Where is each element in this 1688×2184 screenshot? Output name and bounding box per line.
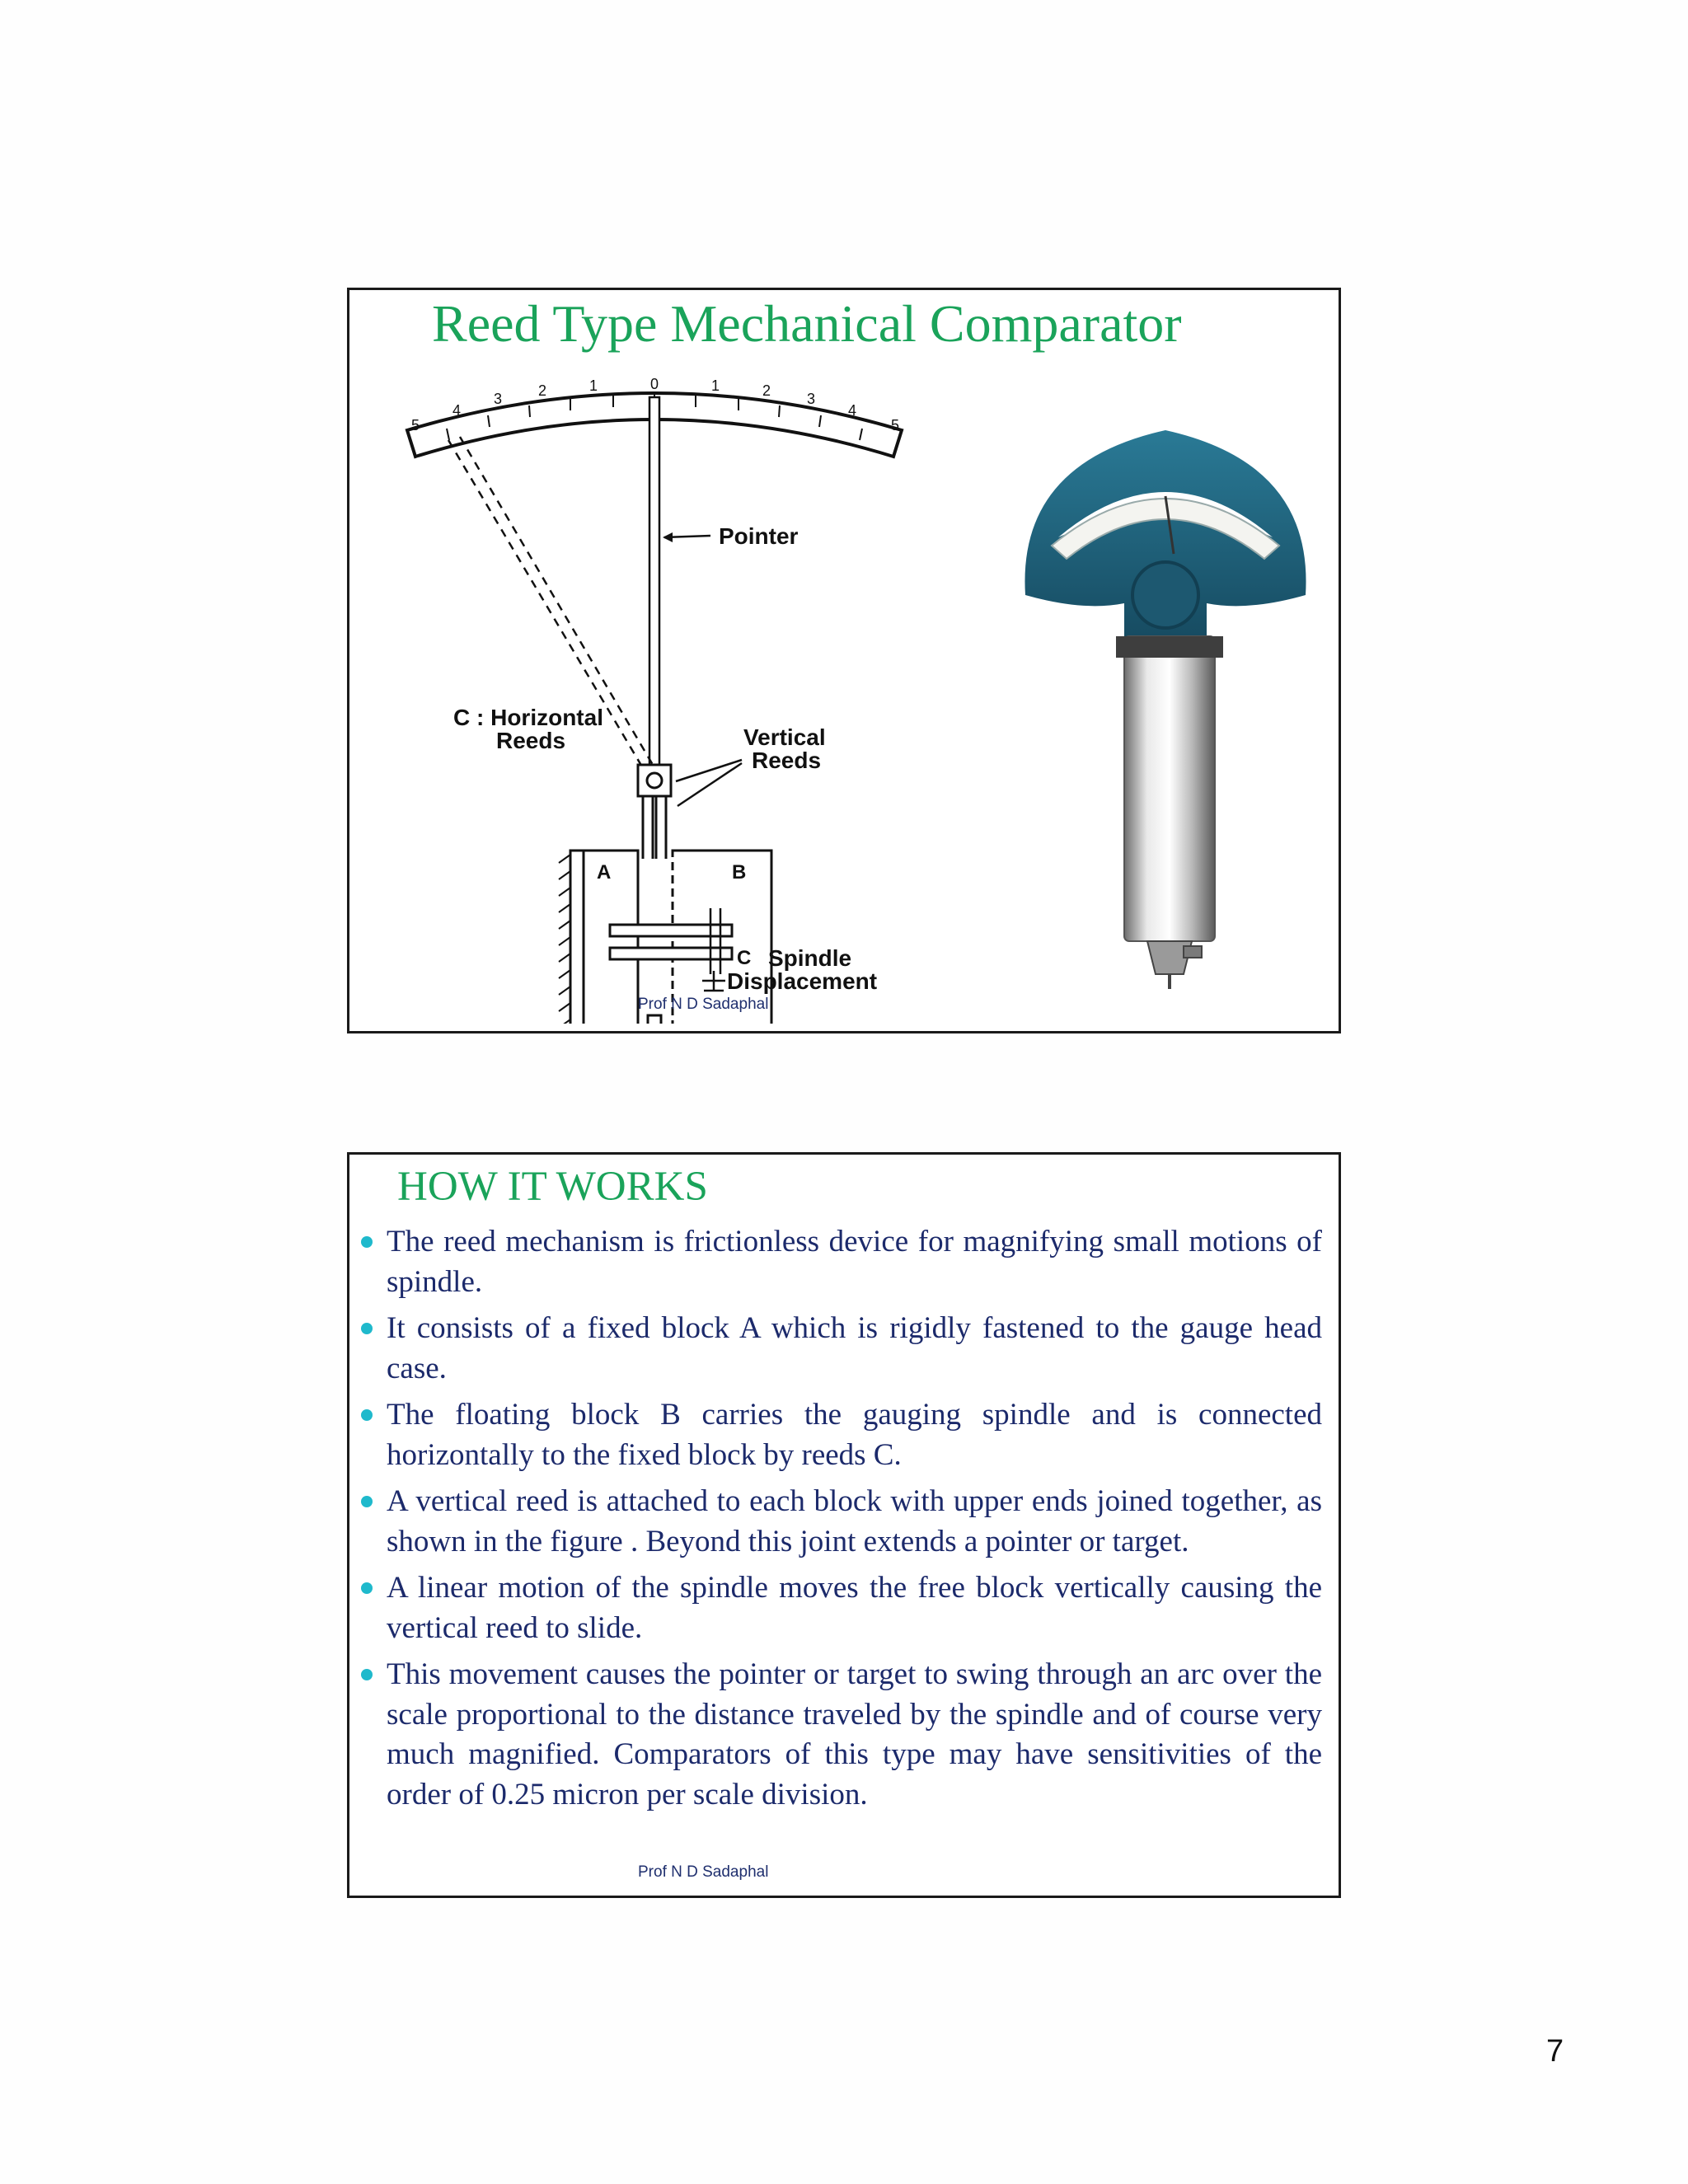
- bullet-icon: [361, 1409, 373, 1421]
- label-displacement: Displacement: [727, 968, 878, 994]
- scale-tick-label: 5: [890, 417, 900, 434]
- label-block-a: A: [597, 861, 612, 883]
- label-block-b: B: [732, 861, 747, 883]
- bullet-icon: [361, 1236, 373, 1248]
- scale-tick-label: 3: [806, 391, 816, 407]
- bullet-icon: [361, 1582, 373, 1594]
- vertical-reeds-leaders: [676, 760, 742, 806]
- bullet-text: A vertical reed is attached to each block with upper ends joined together, as shown in the figure . Beyond this joint extends a pointer or target.: [387, 1484, 1322, 1558]
- slide-footer: Prof N D Sadaphal: [638, 996, 769, 1013]
- slide-title: HOW IT WORKS: [397, 1164, 708, 1210]
- bullet-list: [349, 1222, 1330, 1821]
- scale-tick-label: 1: [588, 377, 598, 394]
- scale-tick-label: 4: [847, 402, 857, 419]
- reed-mechanism-diagram: [397, 364, 991, 1024]
- label-pointer: Pointer: [719, 523, 799, 549]
- label-spindle: Spindle: [768, 945, 852, 971]
- scale-tick-label: 3: [493, 391, 503, 407]
- scale-tick-label: 2: [762, 382, 771, 399]
- pointer-needle: [649, 397, 659, 776]
- bullet-item: [349, 1655, 1330, 1815]
- spindle: [648, 1015, 661, 1024]
- scale-tick-label: 0: [649, 376, 659, 392]
- slide-how-it-works: [347, 1152, 1341, 1898]
- label-horizontal-reeds: C : Horizontal: [453, 705, 603, 730]
- label-vertical-reeds: Vertical: [743, 724, 826, 750]
- bullet-text: The floating block B carries the gauging spindle and is connected horizontally to the fixed block by reeds C.: [387, 1398, 1322, 1472]
- label-horizontal-reeds-2: Reeds: [496, 728, 566, 753]
- bullet-text: This movement causes the pointer or target to swing through an arc over the scale proportional to the distance traveled by the spindle and of course very much magnified. Comparators of this type may have sensitivities of the order of 0.25 micron per scale division.: [387, 1657, 1322, 1811]
- bullet-icon: [361, 1496, 373, 1507]
- label-reed-c: C: [737, 947, 752, 969]
- scale-tick-label: 2: [537, 382, 547, 399]
- bullet-item: [349, 1309, 1330, 1389]
- slide-reed-comparator: [347, 288, 1341, 1033]
- bullet-icon: [361, 1669, 373, 1680]
- scale-tick-label: 1: [710, 377, 720, 394]
- slide-footer: Prof N D Sadaphal: [638, 1863, 769, 1881]
- slide-title: Reed Type Mechanical Comparator: [432, 294, 1182, 353]
- label-vertical-reeds-2: Reeds: [752, 748, 822, 773]
- bullet-icon: [361, 1323, 373, 1334]
- scale-tick-label: 4: [452, 402, 462, 419]
- comparator-photo: [1001, 397, 1330, 991]
- scale-tick-label: 5: [410, 417, 420, 434]
- bullet-item: [349, 1568, 1330, 1648]
- barrel-collar: [1116, 636, 1223, 658]
- dial-hub: [1132, 562, 1198, 628]
- bullet-text: It consists of a fixed block A which is rigidly fastened to the gauge head case.: [387, 1311, 1322, 1385]
- bullet-item: [349, 1482, 1330, 1562]
- bullet-item: [349, 1395, 1330, 1475]
- page-number: 7: [1546, 2034, 1564, 2069]
- bullet-text: The reed mechanism is frictionless device for magnifying small motions of spindle.: [387, 1225, 1322, 1299]
- bullet-item: [349, 1222, 1330, 1302]
- bullet-text: A linear motion of the spindle moves the free block vertically causing the vertical reed to slide.: [387, 1571, 1322, 1645]
- gauge-barrel: [1124, 636, 1215, 941]
- vertical-reeds: [643, 796, 666, 859]
